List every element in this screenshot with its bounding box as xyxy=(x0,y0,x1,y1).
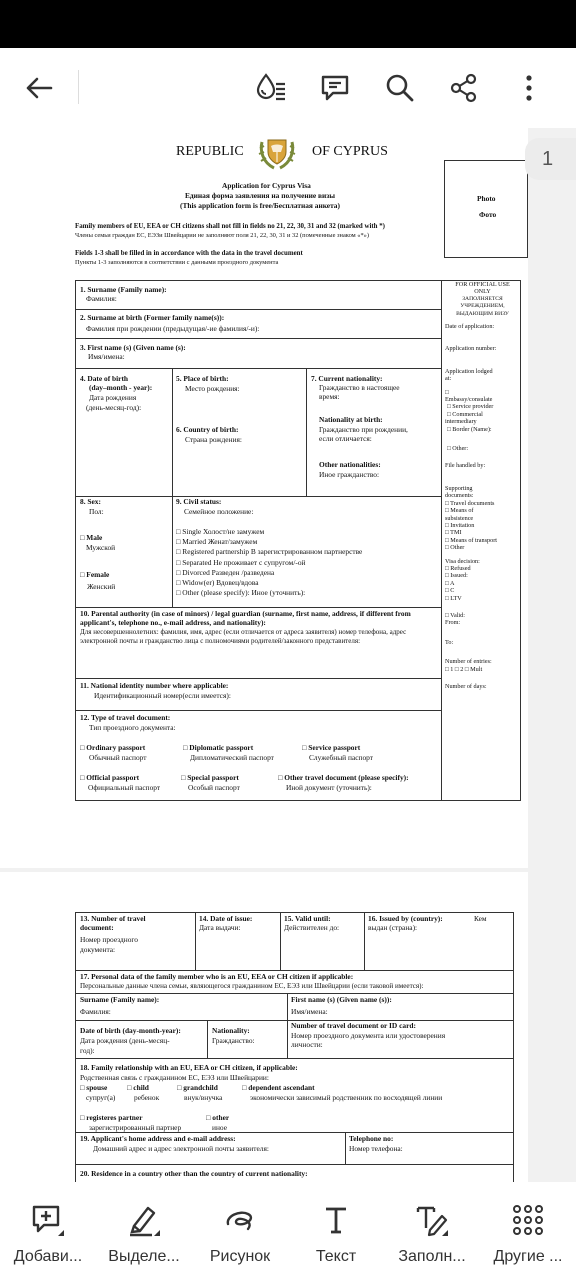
field-4-label-ru: Дата рождения xyxy=(89,393,137,402)
field-6-label: 6. Country of birth: xyxy=(176,425,239,434)
family-dob-label-ru: Дата рождения (день-месяц- xyxy=(80,1036,170,1045)
ordinary-passport-label-ru: Обычный паспорт xyxy=(89,753,147,762)
field-14-label-ru: Дата выдачи: xyxy=(199,923,241,932)
header-republic: REPUBLIC xyxy=(176,144,244,159)
sidebar-line: Embassy/consulate xyxy=(445,396,493,404)
document-page-2 xyxy=(0,872,528,1182)
special-passport-checkbox[interactable]: □ Special passport xyxy=(181,773,239,782)
header-of-cyprus: OF CYPRUS xyxy=(312,144,388,159)
sidebar-line: Visa decision: xyxy=(445,557,480,565)
field-4-label-2: (day–month - year): xyxy=(89,383,153,392)
share-icon[interactable] xyxy=(442,66,486,110)
bottom-toolbar xyxy=(0,1182,576,1280)
top-toolbar xyxy=(0,48,576,128)
civil-status-option[interactable]: □ Other (please specify): Иное (уточнить): xyxy=(176,588,306,598)
field-1-label-ru: Фамилия: xyxy=(86,294,117,303)
family-surname-label-ru: Фамилия: xyxy=(80,1007,111,1016)
sidebar-line: □ xyxy=(445,388,449,396)
sidebar-line: □ Invitation xyxy=(445,521,475,529)
more-tools-button[interactable] xyxy=(480,1182,576,1280)
field-7b-label: Nationality at birth: xyxy=(319,415,383,424)
sidebar-line: Number of entries: xyxy=(445,658,492,666)
field-7c-label: Other nationalities: xyxy=(319,460,381,469)
field-3-label-ru: Имя/имена: xyxy=(88,352,125,361)
sidebar-line: □ Other xyxy=(445,544,465,552)
family-document-number-label: Number of travel document or ID card: xyxy=(291,1021,416,1030)
other-relationship-label-ru: иное xyxy=(212,1123,227,1132)
official-use-sidebar xyxy=(445,281,520,690)
field-16-label-ru-a: Кем xyxy=(474,914,487,923)
field-19-label-ru: Домашний адрес и адрес электронной почты заявителя: xyxy=(93,1144,269,1153)
official-passport-checkbox[interactable]: □ Official passport xyxy=(80,773,140,782)
field-2-label-ru: Фамилия при рождении (предыдущая/-ие фамилия/-и): xyxy=(86,324,260,333)
sidebar-line: subsistence xyxy=(445,514,474,522)
field-14-label: 14. Date of issue: xyxy=(199,914,253,923)
civil-status-option[interactable]: □ Divorced Разведен /разведена xyxy=(176,567,275,577)
field-7c-label-ru: Иное гражданство: xyxy=(319,470,380,479)
civil-status-option[interactable]: □ Separated Не проживает с супругом/-ой xyxy=(176,557,306,567)
field-12-label: 12. Type of travel document: xyxy=(80,713,171,722)
sidebar-line: □ Border (Name): xyxy=(447,425,492,433)
sex-female-label-ru: Женский xyxy=(87,582,116,591)
field-16-label: 16. Issued by (country): xyxy=(368,914,443,923)
sidebar-line: УЧРЕЖДЕНИЕМ, xyxy=(460,303,505,310)
field-2-label: 2. Surname at birth (Former family name(s)): xyxy=(80,313,225,322)
sidebar-line: Application lodged xyxy=(445,367,493,375)
text-label: Текст xyxy=(315,1248,357,1265)
grandchild-label-ru: внук/внучка xyxy=(184,1093,223,1102)
sidebar-line: □ A xyxy=(445,579,455,587)
form-free-note: (This application form is free/Бесплатная анкета) xyxy=(180,201,340,210)
highlight-icon xyxy=(124,1200,164,1240)
draw-label: Рисунок xyxy=(209,1248,271,1265)
field-12-label-ru: Тип проездного документа: xyxy=(89,723,176,732)
field-7-label-ru: Гражданство в настоящее xyxy=(319,383,400,392)
sidebar-line: □ Means of transport xyxy=(445,536,498,544)
family-surname-label: Surname (Family name): xyxy=(80,995,160,1004)
field-20-label: 20. Residence in a country other than the country of current nationality: xyxy=(80,1169,308,1178)
sidebar-line: □ Other: xyxy=(447,445,469,453)
family-firstname-label: First name (s) (Given name (s)): xyxy=(291,995,392,1004)
telephone-label: Telephone no: xyxy=(349,1134,394,1143)
sidebar-line: □ 1 □ 2 □ Mult xyxy=(445,665,483,673)
field-18-label-ru: Родственная связь с гражданином ЕС, ЕЭЗ или Швейцарии: xyxy=(80,1073,269,1082)
dependent-ascendant-checkbox[interactable]: □ dependent ascendant xyxy=(242,1083,315,1092)
field-4-label: 4. Date of birth xyxy=(80,374,129,383)
field-4-label-ru-2: (день-месяц-год): xyxy=(86,403,142,412)
field-10-label: 10. Parental authority (in case of minors) / legal guardian (surname, first name, address, if different from applicant's, telephone no., e-mail address, and nationality): xyxy=(80,609,411,627)
sidebar-line: □ Valid: xyxy=(445,612,465,619)
family-document-number-label-ru: Номер проездного документа или удостоверения xyxy=(291,1031,446,1040)
civil-status-option[interactable]: □ Widow(er) Вдовец/вдова xyxy=(176,577,259,587)
more-vertical-icon[interactable] xyxy=(507,66,551,110)
field-13-label: 13. Number of travel xyxy=(80,914,146,923)
sidebar-line: ВЫДАЮЩИМ ВИЗУ xyxy=(456,310,509,317)
ordinary-passport-checkbox[interactable]: □ Ordinary passport xyxy=(80,743,146,752)
civil-status-option[interactable]: □ Single Холост/не замужем xyxy=(176,527,265,536)
sidebar-line: documents: xyxy=(445,492,474,500)
sidebar-line: FOR OFFICIAL USE xyxy=(455,281,510,288)
sidebar-line: ЗАПОЛНЯЕТСЯ xyxy=(462,295,503,302)
field-9-label-ru: Семейное положение: xyxy=(184,507,254,516)
family-nationality-label: Nationality: xyxy=(212,1026,250,1035)
sidebar-line: □ C xyxy=(445,587,455,595)
back-arrow-icon[interactable] xyxy=(17,66,61,110)
field-6-label-ru: Страна рождения: xyxy=(185,435,242,444)
sidebar-line: □ TMI xyxy=(445,529,462,537)
field-7-label: 7. Current nationality: xyxy=(311,374,383,383)
field-8-label: 8. Sex: xyxy=(80,497,101,506)
field-17-label-ru: Персональные данные члена семьи, являющегося гражданином ЕС, ЕЭЗ или Швейцарии (если таковой имеется): xyxy=(80,982,424,990)
field-7b-label-ru-2: если отличается: xyxy=(319,434,372,443)
text-button[interactable] xyxy=(288,1182,384,1280)
civil-status-option[interactable]: □ Registered partnership В зарегистрированном партнерстве xyxy=(176,547,363,557)
draw-button[interactable] xyxy=(192,1182,288,1280)
family-nationality-label-ru: Гражданство: xyxy=(212,1036,255,1045)
photo-box xyxy=(444,160,528,258)
field-13-label-ru: Номер проездного xyxy=(80,935,138,944)
eu-note-ru: Члены семьи граждан ЕС, ЕЭЗи Швейцарии не заполняют поля 21, 22, 30, 31 и 32 (помеченные знаком «*») xyxy=(75,232,369,239)
field-11-label: 11. National identity number where applicable: xyxy=(80,681,229,690)
sidebar-line: □ LTV xyxy=(445,594,462,602)
field-7b-label-ru: Гражданство при рождении, xyxy=(319,425,408,434)
civil-status-options xyxy=(176,528,362,598)
family-firstname-label-ru: Имя/имена: xyxy=(291,1007,328,1016)
sidebar-line: File handled by: xyxy=(445,461,486,469)
field-7-label-ru-2: время: xyxy=(319,392,340,401)
highlight-button[interactable] xyxy=(96,1182,192,1280)
document-page-1 xyxy=(0,128,528,868)
other-travel-document-checkbox[interactable]: □ Other travel document (please specify): xyxy=(278,773,409,782)
fields-note-en: Fields 1-3 shall be filled in in accordance with the data in the travel document xyxy=(75,250,303,257)
add-comment-icon xyxy=(28,1200,68,1240)
toolbar-divider xyxy=(78,70,79,104)
service-passport-checkbox[interactable]: □ Service passport xyxy=(302,743,361,752)
field-16-label-ru-b: выдан (страна): xyxy=(368,923,418,932)
sex-female-checkbox[interactable]: □ Female xyxy=(80,570,110,579)
sidebar-line: □ Means of xyxy=(445,507,474,515)
child-checkbox[interactable]: □ child xyxy=(127,1083,149,1092)
sex-male-label-ru: Мужской xyxy=(86,543,116,552)
field-3-label: 3. First name (s) (Given name (s): xyxy=(80,343,186,352)
page-number-indicator: 1 xyxy=(525,138,576,180)
eu-note-en: Family members of EU, EEA or CH citizens shall not fill in fields no 21, 22, 30, 31 and 32 (marked with *) xyxy=(75,223,385,230)
search-icon[interactable] xyxy=(378,66,422,110)
fill-sign-icon xyxy=(412,1200,452,1240)
photo-label-en: Photo xyxy=(477,194,496,203)
field-11-label-ru: Идентификационный номер(если имеется): xyxy=(94,691,231,700)
field-19-label: 19. Applicant's home address and e-mail address: xyxy=(80,1134,236,1143)
more-tools-icon xyxy=(508,1200,548,1240)
sidebar-line: Number of days: xyxy=(445,683,487,691)
field-15-label-ru: Действителен до: xyxy=(284,923,340,932)
telephone-label-ru: Номер телефона: xyxy=(349,1144,403,1153)
registered-partner-label-ru: зарегистрированный партнер xyxy=(89,1123,182,1132)
grandchild-checkbox[interactable]: □ grandchild xyxy=(177,1083,218,1092)
field-17-label: 17. Personal data of the family member who is an EU, EEA or CH citizen if applicable: xyxy=(80,972,354,981)
highlight-label: Выделе... xyxy=(108,1248,180,1265)
other-relationship-checkbox[interactable]: □ other xyxy=(206,1113,230,1122)
sidebar-line: Application number: xyxy=(445,345,497,353)
fields-note-ru: Пункты 1-3 заполняются в соответствии с данными проездного документа xyxy=(75,259,279,266)
sidebar-line: □ Travel documents xyxy=(445,499,495,507)
form-title-ru: Единая форма заявления на получение визы xyxy=(185,191,335,200)
draw-icon xyxy=(220,1200,260,1240)
field-10-label-ru: Для несовершеннолетних: фамилия, имя, адрес (если отличается от адреса заявителя) номер телефона, адрес электронной почты и гражданство лица с полномочиями родителей/законного представителя: xyxy=(80,628,407,645)
child-label-ru: ребенок xyxy=(134,1093,160,1102)
spouse-label-ru: супруг(а) xyxy=(86,1093,116,1102)
sidebar-line: Supporting xyxy=(445,484,473,492)
sidebar-line: Date of application: xyxy=(445,323,495,331)
field-15-label: 15. Valid until: xyxy=(284,914,331,923)
field-13-label-2: document: xyxy=(80,923,114,932)
sidebar-line: ONLY xyxy=(474,288,491,296)
status-bar xyxy=(0,0,576,48)
other-travel-document-label-ru: Иной документ (уточнить): xyxy=(286,783,372,792)
comment-icon[interactable] xyxy=(313,66,357,110)
spouse-checkbox[interactable]: □ spouse xyxy=(80,1083,108,1092)
civil-status-option[interactable]: □ Married Женат/замужем xyxy=(176,537,258,547)
add-comment-button[interactable] xyxy=(0,1182,96,1280)
field-13-label-ru-2: документа: xyxy=(80,945,116,954)
text-icon xyxy=(316,1200,356,1240)
sidebar-line: intermediary xyxy=(445,418,477,426)
diplomatic-passport-label-ru: Дипломатический паспорт xyxy=(190,753,274,762)
field-5-label: 5. Place of birth: xyxy=(176,374,229,383)
reading-mode-icon[interactable] xyxy=(249,66,293,110)
sidebar-line: □ Service provider xyxy=(447,403,494,411)
sidebar-line: To: xyxy=(445,638,454,646)
official-passport-label-ru: Официальный паспорт xyxy=(88,783,161,792)
field-8-label-ru: Пол: xyxy=(89,507,104,516)
sex-male-checkbox[interactable]: □ Male xyxy=(80,533,103,542)
fill-sign-label: Заполн... xyxy=(398,1248,466,1265)
sidebar-line: at: xyxy=(445,375,452,383)
special-passport-label-ru: Особый паспорт xyxy=(188,783,240,792)
registered-partner-checkbox[interactable]: □ registeres partner xyxy=(80,1113,143,1122)
photo-label-ru: Фото xyxy=(479,210,497,219)
family-document-number-label-ru-2: личности: xyxy=(291,1040,323,1049)
field-9-label: 9. Civil status: xyxy=(176,497,222,506)
more-tools-label: Другие ... xyxy=(493,1248,563,1265)
diplomatic-passport-checkbox[interactable]: □ Diplomatic passport xyxy=(183,743,254,752)
sidebar-line: □ Commercial xyxy=(447,410,483,418)
sidebar-line: From: xyxy=(445,619,461,627)
fill-sign-button[interactable] xyxy=(384,1182,480,1280)
field-1-label: 1. Surname (Family name): xyxy=(80,285,167,294)
family-dob-label-ru-2: год): xyxy=(80,1046,95,1055)
sidebar-line: □ Refused xyxy=(445,564,471,572)
add-comment-label: Добави... xyxy=(13,1248,83,1265)
family-dob-label: Date of birth (day-month-year): xyxy=(80,1026,181,1035)
sidebar-line: □ Issued: xyxy=(445,572,468,580)
dependent-ascendant-label-ru: экономически зависимый родственник по восходящей линии xyxy=(250,1093,443,1102)
service-passport-label-ru: Служебный паспорт xyxy=(309,753,373,762)
coat-of-arms-icon xyxy=(256,134,298,174)
form-title-en: Application for Cyprus Visa xyxy=(222,181,311,190)
field-18-label: 18. Family relationship with an EU, EEA or CH citizen, if applicable: xyxy=(80,1063,298,1072)
field-5-label-ru: Место рождения: xyxy=(185,384,240,393)
